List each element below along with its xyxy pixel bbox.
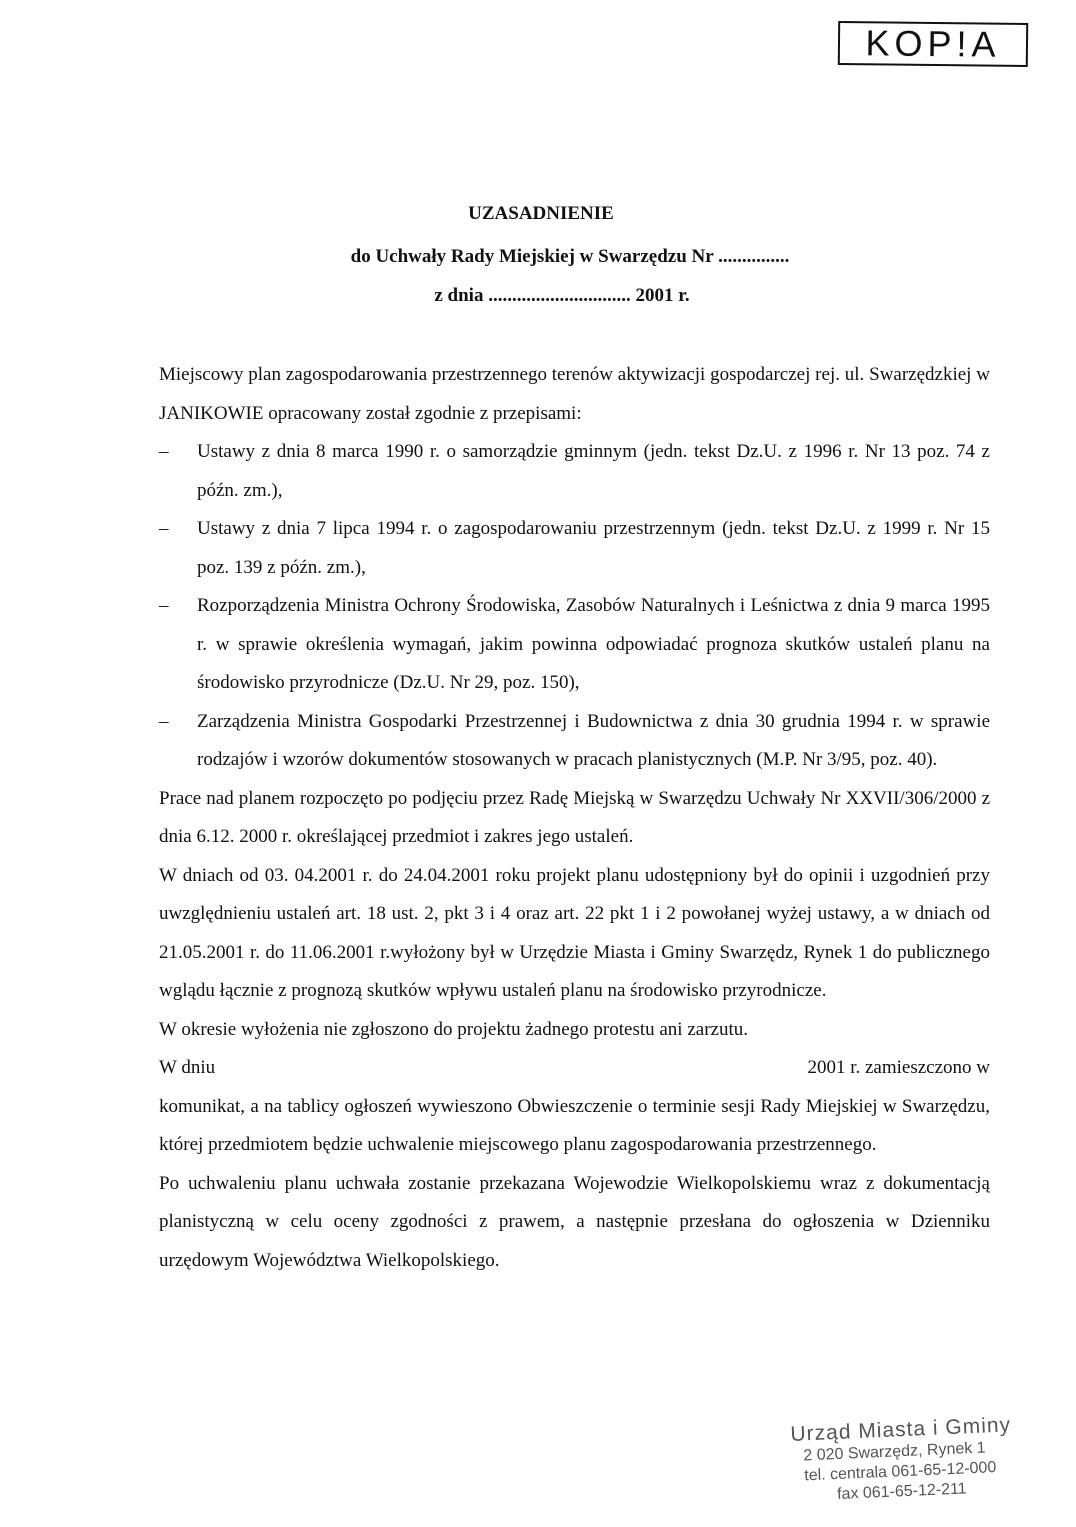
regulations-list	[159, 433, 990, 780]
office-stamp-address: 2 020 Swarzędz, Rynek 1	[803, 1439, 986, 1465]
office-stamp-fax: fax 061-65-12-211	[836, 1480, 967, 1504]
list-item	[159, 433, 990, 510]
announcement-start-right: 2001 r. zamieszczono w	[807, 1057, 990, 1078]
document-date-line: z dnia .............................. 2001 r.	[434, 285, 690, 306]
paragraph-no-protests: W okresie wyłożenia nie zgłoszono do projektu żadnego protestu ani zarzutu.	[159, 1018, 748, 1040]
list-item	[159, 703, 990, 780]
paragraph-announcement: komunikat, a na tablicy ogłoszeń wywieszono Obwieszczenie o terminie sesji Rady Miejskiej w Swarzędzu, której przedmiotem będzie uchwalenie miejscowego planu zagospodarowania przestrzennego.	[159, 1095, 990, 1155]
document-subtitle: do Uchwały Rady Miejskiej w Swarzędzu Nr ...............	[350, 246, 790, 267]
paragraph-consultation: W dniach od 03. 04.2001 r. do 24.04.2001 roku projekt planu udostępniony był do opinii i uzgodnień przy uwzględnieniu ustaleń art. 18 ust. 2, pkt 3 i 4 oraz art. 22 pkt 1 i 2 powołanej wyżej ustawy, a w dniach od 21.05.2001 r. do 11.06.2001 r.wyłożony był w Urzędzie Miasta i Gminy Swarzędz, Rynek 1 do publicznego wglądu łącznie z prognozą skutków wpływu ustaleń planu na środowisko przyrodnicze.	[159, 864, 990, 1001]
document-title: UZASADNIENIE	[468, 203, 614, 224]
dash-bullet: –	[159, 710, 169, 732]
dash-bullet: –	[159, 441, 169, 462]
paragraph-work-start: Prace nad planem rozpoczęto po podjęciu przez Radę Miejską w Swarzędzu Uchwały Nr XXVII/306/2000 z dnia 6.12. 2000 r. określającej przedmiot i zakres jego ustaleń.	[159, 787, 990, 847]
paragraph-announcement-first-line	[159, 1049, 990, 1088]
list-item	[159, 587, 990, 703]
list-item-text: Ustawy z dnia 7 lipca 1994 r. o zagospodarowaniu przestrzennym (jedn. tekst Dz.U. z 1999 r. Nr 15 poz. 139 z późn. zm.),	[197, 518, 990, 578]
intro-paragraph: Miejscowy plan zagospodarowania przestrzennego terenów aktywizacji gospodarczej rej. ul. Swarzędzkiej w JANIKOWIE opracowany został zgodnie z przepisami:	[159, 364, 990, 424]
list-item-text: Ustawy z dnia 8 marca 1990 r. o samorządzie gminnym (jedn. tekst Dz.U. z 1996 r. Nr 13 poz. 74 z późn. zm.),	[197, 441, 990, 501]
office-stamp-name: Urząd Miasta i Gminy	[790, 1413, 1012, 1446]
list-item	[159, 510, 990, 587]
office-stamp-phone: tel. centrala 061-65-12-000	[803, 1459, 997, 1485]
dash-bullet: –	[159, 595, 169, 616]
document-body	[159, 356, 990, 1280]
list-item-text: Rozporządzenia Ministra Ochrony Środowiska, Zasobów Naturalnych i Leśnictwa z dnia 9 marca 1995 r. w sprawie określenia wymagań, jakim powinna odpowiadać prognoza skutków ustaleń planu na środowisko przyrodnicze (Dz.U. Nr 29, poz. 150),	[197, 595, 990, 693]
announcement-start-left: W dniu	[159, 1057, 216, 1078]
paragraph-after-adoption: Po uchwaleniu planu uchwała zostanie przekazana Wojewodzie Wielkopolskiemu wraz z dokumentacją planistyczną w celu oceny zgodności z prawem, a następnie przesłana do ogłoszenia w Dzienniku urzędowym Województwa Wielkopolskiego.	[159, 1172, 990, 1271]
list-item-text: Zarządzenia Ministra Gospodarki Przestrzennej i Budownictwa z dnia 30 grudnia 1994 r. w sprawie rodzajów i wzorów dokumentów stosowanych w pracach planistycznych (M.P. Nr 3/95, poz. 40).	[197, 710, 990, 770]
dash-bullet: –	[159, 518, 169, 539]
kopia-stamp: KOP!A	[838, 21, 1028, 67]
office-stamp	[790, 1412, 1043, 1507]
